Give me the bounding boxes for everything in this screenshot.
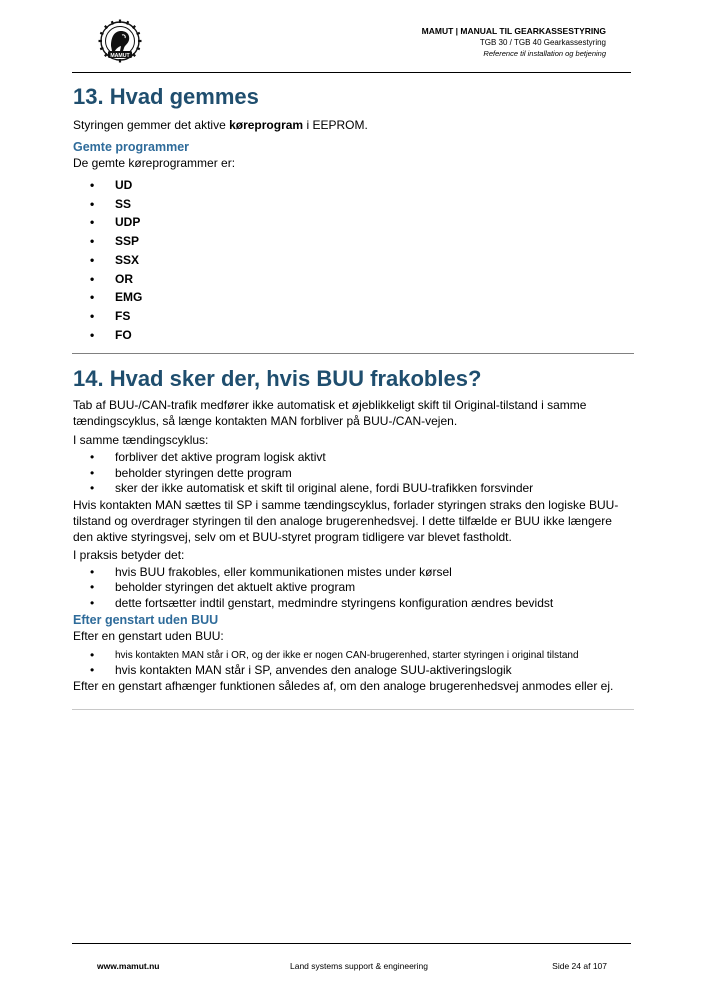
footer-website-link[interactable]: www.mamut.nu [97,961,160,971]
list-item: • hvis kontakten MAN står i SP, anvendes den analoge SUU-aktiveringslogik [73,663,633,678]
section-14-paragraph: I praksis betyder det: [73,547,185,562]
section-14-heading: 14. Hvad sker der, hvis BUU frakobles? [73,366,482,392]
section-14-paragraph: Efter en genstart afhænger funktionen således af, om den analoge brugerenhedsvej anmodes eller ej. [73,679,614,694]
saved-programs-subheading: Gemte programmer [73,140,190,154]
page-content [73,84,633,710]
footer-divider [72,943,631,944]
section-14-paragraph: Efter en genstart uden BUU: [73,629,224,644]
header-subtitle: TGB 30 / TGB 40 Gearkassestyring [479,38,606,47]
list-item: • forbliver det aktive program logisk aktivt [73,450,633,466]
program-item: • SSX [73,251,633,270]
list-item: • sker der ikke automatisk et skift til original alene, fordi BUU-trafikken forsvinder [73,481,633,497]
program-item: • UDP [73,213,633,232]
page-header [422,26,606,59]
footer-tagline: Land systems support & engineering [290,961,428,971]
mamut-logo-icon [96,18,144,64]
header-divider [72,72,631,73]
section-13-heading: 13. Hvad gemmes [73,84,259,109]
program-item: • FS [73,307,633,326]
page-number: Side 24 af 107 [552,961,607,971]
program-item: • OR [73,270,633,289]
list-item: • hvis BUU frakobles, eller kommunikationen mistes under kørsel [73,565,633,581]
same-cycle-list [73,450,633,497]
section-14-paragraph: Tab af BUU-/CAN-trafik medfører ikke automatisk et øjeblikkeligt skift til Original-tilstand i samme tændingscyklus, så længe kontakten MAN forbliver på BUU-/CAN-vejen. [73,398,587,429]
list-item: • beholder styringen dette program [73,466,633,482]
list-item: • hvis kontakten MAN står i OR, og der ikke er nogen CAN-brugerenhed, starter styringen i original tilstand [73,648,633,663]
section-14-paragraph: Hvis kontakten MAN sættes til SP i samme tændingscyklus, forlader styringen straks den logiske BUU-tilstand og overdrager styringen til den analoge brugerenhedsvej. I dette tilfælde er BUU ikke længere den aktive styringsvej, selv om et BUU-styret program tidligere var blevet fastholdt. [73,497,619,544]
saved-programs-list [73,176,633,344]
program-item: • UD [73,176,633,195]
program-item: • FO [73,326,633,345]
section-14-paragraph: I samme tændingscyklus: [73,433,209,448]
list-item: • dette fortsætter indtil genstart, medmindre styringens konfiguration ændres bevidst [73,596,633,612]
program-item: • SS [73,195,633,214]
restart-subheading: Efter genstart uden BUU [73,613,219,628]
in-practice-list [73,565,633,612]
program-item: • EMG [73,288,633,307]
list-item: • beholder styringen det aktuelt aktive program [73,580,633,596]
saved-programs-intro: De gemte køreprogrammer er: [73,156,236,170]
section-13-intro: Styringen gemmer det aktive køreprogram i EEPROM. [73,118,368,132]
section-divider [72,709,634,710]
section-divider [72,353,634,354]
header-reference: Reference til installation og betjening [483,49,606,58]
program-item: • SSP [73,232,633,251]
header-title: MAMUT | MANUAL TIL GEARKASSESTYRING [421,26,606,36]
svg-text:MAMUT: MAMUT [110,52,130,59]
restart-list [73,648,633,678]
